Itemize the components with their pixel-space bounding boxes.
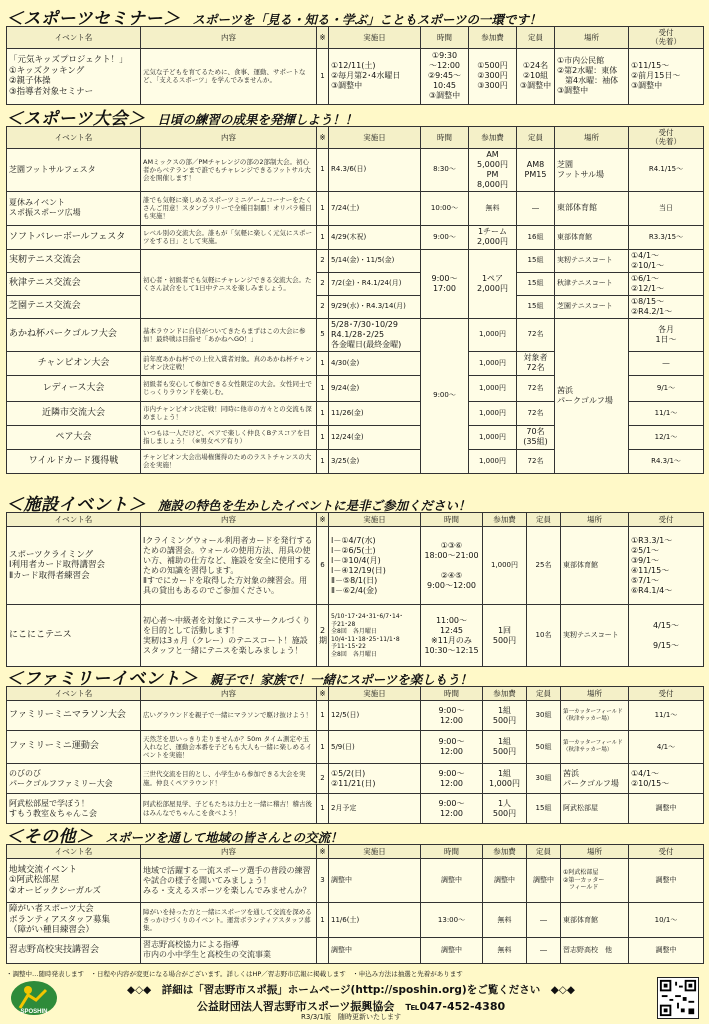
event-name: 実籾テニス交流会 — [7, 249, 141, 272]
event-reception: R4.3/1～ — [629, 449, 704, 473]
event-capacity: ― — [527, 937, 561, 963]
header-event-name: イベント名 — [7, 127, 141, 149]
event-date: 調整中 — [329, 937, 421, 963]
event-date: 5/28･7/30･10/29 R4.1/28･2/25 各金曜日(最終金曜) — [329, 318, 421, 351]
event-count: 2 — [317, 272, 329, 295]
event-reception: ①R3.3/1～ ②5/1～ ③9/1～ ④11/15～ ⑤7/1～ ⑥R4.1/4～ — [629, 527, 704, 605]
event-capacity: 72名 — [517, 318, 555, 351]
header-content: 内容 — [141, 687, 317, 701]
header-event-name: イベント名 — [7, 513, 141, 527]
family-section — [6, 664, 703, 824]
event-count — [317, 937, 329, 963]
header-event-name: イベント名 — [7, 27, 141, 49]
event-count: 1 — [317, 375, 329, 401]
event-fee: 1ペア 2,000円 — [469, 249, 517, 318]
event-fee: 1チーム 2,000円 — [469, 225, 517, 249]
event-date: Ⅰ－①4/7(水) Ⅰ－②6/5(土) Ⅰ－③10/4(月) Ⅰ－④12/19(日) Ⅱ－⑤8/1(日) Ⅱ－⑥2/4(金) — [329, 527, 421, 605]
seminar-section — [6, 4, 703, 105]
section-subtitle: 親子で！家族で！一緒にスポーツを楽しもう！ — [210, 672, 473, 686]
event-content: Ⅰクライミングウォール利用者カードを発行するための講習会。ウォールの使用方法、用具の使い方、補助の仕方など、施設を安全に使用するための知識を習得します。 Ⅱすでにカードを取得した方対象の練習会。用具の貸出もあるのでご参加ください。 — [141, 527, 317, 605]
event-content: 基本ラウンドに自信がついてきたらまずはこの大会に参加！最終戦は目指せ「あかねへGO！」 — [141, 318, 317, 351]
event-name: 「元気キッズプロジェクト！」 ①キッズクッキング ②親子体操 ③指導者対象セミナー — [7, 48, 141, 104]
event-content: 元気な子どもを育てるために、食事、運動、サポートなど、「支えるスポーツ」を学んでみませんか。 — [141, 48, 317, 104]
event-count: 1 — [317, 903, 329, 938]
event-content: チャンピオン大会出場権獲得のためのラストチャンスの大会を実施！ — [141, 449, 317, 473]
event-place: 東部体育館 — [555, 225, 629, 249]
event-count: 2 — [317, 249, 329, 272]
event-count: 1 — [317, 425, 329, 449]
event-count: 5 — [317, 318, 329, 351]
header-place: 場所 — [555, 127, 629, 149]
event-reception: 4/15～ 9/15～ — [629, 605, 704, 667]
event-time: 9:00～ 12:00 — [421, 731, 483, 764]
sposhin-logo — [10, 980, 58, 1016]
event-time: 10:00～ — [421, 191, 469, 225]
section-title: ＜施設イベント＞ — [6, 495, 146, 512]
table-row — [7, 937, 704, 963]
event-content: 地域で活躍する一流スポーツ選手の普段の練習や試合の様子を聞いてみましょう！ みる・支えるスポーツを楽しんでみませんか？ — [141, 859, 317, 903]
header-place: 場所 — [561, 513, 629, 527]
header-content: 内容 — [141, 513, 317, 527]
event-content: 阿武松部屋見学、子どもたちは力士と一緒に稽古！稽古後はみんなでちゃんこを食べよう！ — [141, 794, 317, 824]
event-reception: 12/1～ — [629, 425, 704, 449]
event-capacity: 50組 — [527, 731, 561, 764]
event-fee: 調整中 — [483, 859, 527, 903]
event-date: 3/25(金) — [329, 449, 421, 473]
event-count: 2 — [317, 764, 329, 794]
event-content: いつもは一人だけど、ペアで楽しく仲良くBテスコアを目指しましょう！（※男女ペア有り） — [141, 425, 317, 449]
table-row — [7, 225, 704, 249]
event-time: 9:00～ 12:00 — [421, 764, 483, 794]
event-capacity: 30組 — [527, 701, 561, 731]
table-row — [7, 764, 704, 794]
table-row — [7, 605, 704, 667]
event-name: ワイルドカード獲得戦 — [7, 449, 141, 473]
event-name: あかね杯パークゴルフ大会 — [7, 318, 141, 351]
event-capacity: 15組 — [517, 295, 555, 318]
event-fee: 無料 — [469, 191, 517, 225]
event-capacity: 70名 (35組) — [517, 425, 555, 449]
event-reception: ― — [629, 351, 704, 375]
event-fee: 1,000円 — [469, 425, 517, 449]
event-time: 13:00～ — [421, 903, 483, 938]
header-capacity: 定員 — [527, 845, 561, 859]
header-content: 内容 — [141, 845, 317, 859]
event-capacity: 15組 — [517, 272, 555, 295]
event-time: 8:30～ — [421, 148, 469, 191]
event-count: 3 — [317, 859, 329, 903]
section-subtitle: スポーツを「見る・知る・学ぶ」こともスポーツの一環です！ — [192, 12, 542, 26]
event-date: 11/26(金) — [329, 401, 421, 425]
event-count: 2 — [317, 295, 329, 318]
event-reception: ①6/1～ ②12/1～ — [629, 272, 704, 295]
event-fee: 1,000円 — [483, 527, 527, 605]
event-capacity: 25名 — [527, 527, 561, 605]
event-content: 誰でも気軽に楽しめるスポーツミニゲームコーナーをたくさんご用意！スタンプラリーで全種目制覇！オリパラ種目も実施！ — [141, 191, 317, 225]
header-capacity: 定員 — [517, 127, 555, 149]
event-content: 天然芝を思いっきり走りませんか？50m タイム測定や玉入れなど、運動会本番を子どもも大人も一緒に楽しめるイベントを実施！ — [141, 731, 317, 764]
logo-text: SPOSHIN — [20, 1009, 48, 1015]
event-fee: 1,000円 — [469, 375, 517, 401]
event-fee: 1,000円 — [469, 318, 517, 351]
footer-note: ・調整中…随時発表します ・日程や内容が変更になる場合がございます。詳しくはHP／習志野市広報に掲載します ・申込み方法は抽選と先着があります — [6, 970, 463, 978]
event-name: スポーツクライミング Ⅰ利用者カード取得講習会 Ⅱカード取得者練習会 — [7, 527, 141, 605]
event-time: 調整中 — [421, 859, 483, 903]
header-count: ※ — [317, 687, 329, 701]
table-row — [7, 701, 704, 731]
seminar-header — [6, 4, 703, 26]
event-place: 阿武松部屋 — [561, 794, 629, 824]
event-place: 東部体育館 — [561, 903, 629, 938]
event-date: 5/10･17･24･31･6/7･14･ 予21･28 全8回 各月曜日 10/4･11･18･25･11/1･8 予11･15･22 全8回 各月曜日 — [329, 605, 421, 667]
event-name: 夏休みイベント スポ振スポーツ広場 — [7, 191, 141, 225]
table-row — [7, 527, 704, 605]
table-row — [7, 903, 704, 938]
event-content: 初心者・初級者でも気軽にチャレンジできる交流大会。たくさん試合をして1日中テニスを楽しみましょう。 — [141, 249, 317, 318]
event-time: 9:00～ 17:00 — [421, 249, 469, 318]
event-content: 市内チャンピオン決定戦！同時に他市の方々との交流も深めましょう！ — [141, 401, 317, 425]
event-content: レベル別の交流大会。誰もが「気軽に楽しく元気にスポーツをする日」として実施。 — [141, 225, 317, 249]
event-place: 実籾テニスコート — [561, 605, 629, 667]
event-time: ①9:30 ～12:00 ②9:45～ 10:45 ③調整中 — [421, 48, 469, 104]
header-place: 場所 — [561, 687, 629, 701]
event-reception: ①4/1～ ②10/15～ — [629, 764, 704, 794]
header-count: ※ — [317, 845, 329, 859]
table-header-row — [7, 845, 704, 859]
event-fee: 1,000円 — [469, 351, 517, 375]
header-fee: 参加費 — [483, 513, 527, 527]
qr-code-icon[interactable] — [657, 977, 699, 1019]
section-title: ＜ファミリーイベント＞ — [6, 669, 199, 686]
event-fee: AM 5,000円 PM 8,000円 — [469, 148, 517, 191]
section-subtitle: スポーツを通して地域の皆さんとの交流！ — [105, 830, 343, 844]
section-title: ＜その他＞ — [6, 827, 94, 844]
header-reception: 受付 （先着） — [629, 27, 704, 49]
event-date: 7/24(土) — [329, 191, 421, 225]
event-reception: R4.1/15～ — [629, 148, 704, 191]
event-capacity: ― — [527, 903, 561, 938]
table-row — [7, 794, 704, 824]
event-reception: 調整中 — [629, 859, 704, 903]
event-name: チャンピオン大会 — [7, 351, 141, 375]
header-time: 時間 — [421, 127, 469, 149]
seminar-table — [6, 26, 704, 105]
facility-section — [6, 490, 703, 667]
event-content: 初級者も安心して参加できる女性限定の大会。女性同士でじっくりラウンドを楽しむ。 — [141, 375, 317, 401]
table-header-row — [7, 127, 704, 149]
header-reception: 受付 — [629, 513, 704, 527]
header-place: 場所 — [561, 845, 629, 859]
header-time: 時間 — [421, 27, 469, 49]
event-place: 実籾テニスコート — [555, 249, 629, 272]
event-name: 芝園フットサルフェスタ — [7, 148, 141, 191]
event-capacity: 16組 — [517, 225, 555, 249]
event-reception: 10/1～ — [629, 903, 704, 938]
event-reception: R3.3/15～ — [629, 225, 704, 249]
event-content: 三世代交流を目的とし、小学生から参加できる大会を実施。仲良くペアラウンド！ — [141, 764, 317, 794]
event-content: 前年度あかね杯での上位入賞者対象。真のあかね杯チャンピオン決定戦！ — [141, 351, 317, 375]
event-name: ファミリーミニマラソン大会 — [7, 701, 141, 731]
header-count: ※ — [317, 513, 329, 527]
event-date: 12/24(金) — [329, 425, 421, 449]
event-capacity: 15組 — [517, 249, 555, 272]
footer-organization: 公益財団法人習志野市スポーツ振興協会 ℡047-452-4380 — [196, 1000, 506, 1013]
event-count: 1 — [317, 225, 329, 249]
event-fee: 1,000円 — [469, 401, 517, 425]
event-capacity: AM8 PM15 — [517, 148, 555, 191]
event-time: 9:00～ 12:00 — [421, 701, 483, 731]
page — [6, 4, 703, 1020]
footer-homepage-notice: ◆◇◆ 詳細は「習志野市スポ振」ホームページ(http://sposhin.org)をご覧ください ◆◇◆ — [127, 984, 575, 996]
event-place: 第一カッターフィールド （秋津サッカー場） — [561, 731, 629, 764]
event-content: 広いグラウンドを親子で一緒にマラソンで駆け抜けよう！ — [141, 701, 317, 731]
section-subtitle: 日頃の練習の成果を発揮しよう！！ — [157, 112, 358, 126]
event-name: 近隣市交流大会 — [7, 401, 141, 425]
event-fee: 無料 — [483, 937, 527, 963]
event-date: 2月予定 — [329, 794, 421, 824]
event-place: 芝園 フットサル場 — [555, 148, 629, 191]
header-content: 内容 — [141, 27, 317, 49]
event-name: 地域交流イベント ①阿武松部屋 ②オービックシーガルズ — [7, 859, 141, 903]
header-capacity: 定員 — [527, 513, 561, 527]
event-name: ソフトバレーボールフェスタ — [7, 225, 141, 249]
table-row — [7, 272, 704, 295]
event-name: ペア大会 — [7, 425, 141, 449]
header-fee: 参加費 — [469, 127, 517, 149]
header-event-name: イベント名 — [7, 845, 141, 859]
header-time: 時間 — [421, 845, 483, 859]
header-date: 実施日 — [329, 513, 421, 527]
event-reception: 各月 1日～ — [629, 318, 704, 351]
header-date: 実施日 — [329, 687, 421, 701]
header-fee: 参加費 — [483, 845, 527, 859]
event-place: ①市内公民館 ②第2水曜：東体 第4水曜：袖体 ③調整中 — [555, 48, 629, 104]
section-title: ＜スポーツセミナー＞ — [6, 9, 181, 26]
event-reception: 11/1～ — [629, 401, 704, 425]
event-date: 12/5(日) — [329, 701, 421, 731]
event-reception: 11/1～ — [629, 701, 704, 731]
header-capacity: 定員 — [517, 27, 555, 49]
event-date: 5/9(日) — [329, 731, 421, 764]
header-time: 時間 — [421, 687, 483, 701]
event-time: 9:00～ 12:00 — [421, 794, 483, 824]
table-row — [7, 148, 704, 191]
table-row — [7, 191, 704, 225]
event-time: ①③⑥ 18:00～21:00 ②④⑤ 9:00～12:00 — [421, 527, 483, 605]
table-row — [7, 859, 704, 903]
event-capacity: 調整中 — [527, 859, 561, 903]
event-name: 芝園テニス交流会 — [7, 295, 141, 318]
event-fee: 1人 500円 — [483, 794, 527, 824]
event-count: 1 — [317, 449, 329, 473]
header-capacity: 定員 — [527, 687, 561, 701]
event-capacity: 対象者 72名 — [517, 351, 555, 375]
event-date: 11/6(土) — [329, 903, 421, 938]
event-place: 東部体育館 — [555, 191, 629, 225]
event-content: 障がいを持った方と一緒にスポーツを通して交流を深めるきっかけづくりのイベント。運営ボランティアスタッフ募集。 — [141, 903, 317, 938]
taikai-table — [6, 126, 704, 474]
event-date: 7/2(金)・R4.1/24(月) — [329, 272, 421, 295]
event-reception: ①8/15～ ②R4.2/1～ — [629, 295, 704, 318]
event-date: 9/24(金) — [329, 375, 421, 401]
event-count: 1 — [317, 148, 329, 191]
event-name: 秋津テニス交流会 — [7, 272, 141, 295]
event-count: 1 — [317, 701, 329, 731]
event-reception: 調整中 — [629, 937, 704, 963]
table-row — [7, 295, 704, 318]
header-reception: 受付 — [629, 687, 704, 701]
event-capacity: 30組 — [527, 764, 561, 794]
event-fee: 1,000円 — [469, 449, 517, 473]
logo-head-icon — [24, 986, 32, 994]
table-header-row — [7, 687, 704, 701]
table-row — [7, 249, 704, 272]
event-fee: 1組 500円 — [483, 701, 527, 731]
event-content: AMミックスの部／PMチャレンジの部の2部制大会。初心者からベテランまで誰でもチャレンジできるフットサル大会を開催します！ — [141, 148, 317, 191]
event-capacity: 72名 — [517, 401, 555, 425]
event-fee: 1組 500円 — [483, 731, 527, 764]
event-count: 1 — [317, 351, 329, 375]
event-fee: ①500円 ②300円 ③300円 — [469, 48, 517, 104]
event-capacity: 10名 — [527, 605, 561, 667]
facility-table — [6, 512, 704, 667]
family-table — [6, 686, 704, 824]
event-fee: 1組 1,000円 — [483, 764, 527, 794]
table-header-row — [7, 27, 704, 49]
footer-version: R3/3/1版 随時更新いたします — [301, 1013, 401, 1021]
event-time: 調整中 — [421, 937, 483, 963]
event-name: ファミリーミニ運動会 — [7, 731, 141, 764]
header-fee: 参加費 — [483, 687, 527, 701]
table-row — [7, 48, 704, 104]
event-time: 9:00～ — [421, 318, 469, 473]
header-count: ※ — [317, 127, 329, 149]
event-date: 4/30(金) — [329, 351, 421, 375]
header-reception: 受付 （先着） — [629, 127, 704, 149]
taikai-header — [6, 104, 703, 126]
other-section — [6, 822, 703, 964]
event-fee: 1回 500円 — [483, 605, 527, 667]
event-count: 6 — [317, 527, 329, 605]
table-row — [7, 318, 704, 351]
table-row — [7, 731, 704, 764]
header-date: 実施日 — [329, 845, 421, 859]
event-date: 調整中 — [329, 859, 421, 903]
event-place: 秋津テニスコート — [555, 272, 629, 295]
event-count: 1 — [317, 48, 329, 104]
header-content: 内容 — [141, 127, 317, 149]
event-name: レディース大会 — [7, 375, 141, 401]
header-date: 実施日 — [329, 127, 421, 149]
header-date: 実施日 — [329, 27, 421, 49]
event-reception: ①4/1～ ②10/1～ — [629, 249, 704, 272]
event-count: 1 — [317, 794, 329, 824]
header-place: 場所 — [555, 27, 629, 49]
section-subtitle: 施設の特色を生かしたイベントに是非ご参加ください！ — [158, 498, 471, 512]
event-capacity: 15組 — [527, 794, 561, 824]
event-time: 9:00～ — [421, 225, 469, 249]
table-header-row — [7, 513, 704, 527]
event-reception: 4/1～ — [629, 731, 704, 764]
header-event-name: イベント名 — [7, 687, 141, 701]
event-time: 11:00～ 12:45 ※11月のみ 10:30～12:15 — [421, 605, 483, 667]
event-place: 習志野高校 他 — [561, 937, 629, 963]
event-date: R4.3/6(日) — [329, 148, 421, 191]
family-header — [6, 664, 703, 686]
event-reception: 調整中 — [629, 794, 704, 824]
header-count: ※ — [317, 27, 329, 49]
event-place: ①阿武松部屋 ②第一カッター フィールド — [561, 859, 629, 903]
event-fee: 無料 — [483, 903, 527, 938]
event-count: 1 — [317, 731, 329, 764]
event-date: 4/29(木祝) — [329, 225, 421, 249]
event-content: 習志野高校協力による指導 市内の小中学生と高校生の交流事業 — [141, 937, 317, 963]
section-title: ＜スポーツ大会＞ — [6, 109, 146, 126]
event-date: ①12/11(土) ②毎月第2･4水曜日 ③調整中 — [329, 48, 421, 104]
event-place: 茜浜 パークゴルフ場 — [561, 764, 629, 794]
event-capacity: ― — [517, 191, 555, 225]
event-reception: 当日 — [629, 191, 704, 225]
event-count: 1 — [317, 401, 329, 425]
header-fee: 参加費 — [469, 27, 517, 49]
event-date: ①5/2(日) ②11/21(日) — [329, 764, 421, 794]
event-date: 9/29(水)・R4.3/14(月) — [329, 295, 421, 318]
event-name: 障がい者スポーツ大会 ボランティアスタッフ募集 （障がい種目練習会） — [7, 903, 141, 938]
event-count: 1 — [317, 191, 329, 225]
facility-header — [6, 490, 703, 512]
other-table — [6, 844, 704, 964]
header-reception: 受付 — [629, 845, 704, 859]
event-capacity: 72名 — [517, 375, 555, 401]
event-name: 阿武松部屋で学ぼう！ すもう教室＆ちゃんこ会 — [7, 794, 141, 824]
event-date: 5/14(金)・11/5(金) — [329, 249, 421, 272]
event-capacity: ①24名 ②10組 ③調整中 — [517, 48, 555, 104]
event-place: 茜浜 パークゴルフ場 — [555, 318, 629, 473]
event-content: 初心者～中級者を対象にテニスサークルづくりを目的として活動します！ 実籾は3ヵ月（クレー）のテニスコート！施設スタッフと一緒にテニスを楽しみましょう！ — [141, 605, 317, 667]
other-header — [6, 822, 703, 844]
event-name: のびのび パークゴルフファミリー大会 — [7, 764, 141, 794]
event-place: 芝園テニスコート — [555, 295, 629, 318]
event-name: にこにこテニス — [7, 605, 141, 667]
event-reception: 9/1～ — [629, 375, 704, 401]
event-place: 第一カッターフィールド （秋津サッカー場） — [561, 701, 629, 731]
taikai-section — [6, 104, 703, 474]
event-capacity: 72名 — [517, 449, 555, 473]
event-name: 習志野高校実技講習会 — [7, 937, 141, 963]
event-place: 東部体育館 — [561, 527, 629, 605]
event-count: 2 期 — [317, 605, 329, 667]
event-reception: ①11/15～ ②前月15日～ ③調整中 — [629, 48, 704, 104]
header-time: 時間 — [421, 513, 483, 527]
